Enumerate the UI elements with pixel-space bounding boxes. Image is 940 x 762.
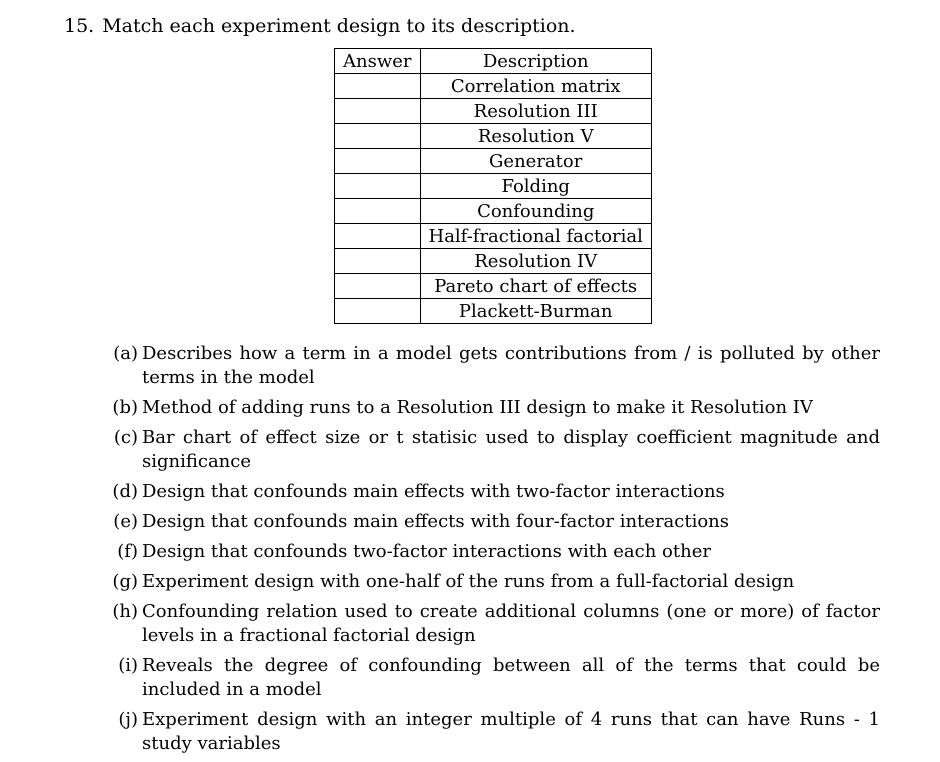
table-row bbox=[335, 124, 652, 149]
item-label: (j) bbox=[118, 709, 138, 730]
matching-table bbox=[334, 48, 652, 324]
description-cell: Resolution III bbox=[420, 99, 651, 124]
table-row bbox=[335, 199, 652, 224]
answer-cell[interactable] bbox=[335, 249, 421, 274]
item-label: (i) bbox=[118, 655, 138, 676]
question-prompt: Match each experiment design to its description. bbox=[102, 15, 576, 37]
question-heading bbox=[64, 14, 576, 38]
table-row bbox=[335, 299, 652, 324]
answer-cell[interactable] bbox=[335, 299, 421, 324]
description-column-header: Description bbox=[420, 49, 651, 74]
list-item bbox=[104, 480, 880, 504]
item-text: Experiment design with an integer multiple of 4 runs that can have Runs - 1 study variables bbox=[142, 709, 880, 754]
answer-column-header: Answer bbox=[335, 49, 421, 74]
item-text: Method of adding runs to a Resolution III design to make it Resolution IV bbox=[142, 397, 813, 418]
description-cell: Resolution IV bbox=[420, 249, 651, 274]
item-text: Experiment design with one-half of the runs from a full-factorial design bbox=[142, 571, 795, 592]
item-label: (e) bbox=[113, 511, 138, 532]
answer-cell[interactable] bbox=[335, 149, 421, 174]
table-row bbox=[335, 74, 652, 99]
list-item bbox=[104, 342, 880, 390]
table-row bbox=[335, 274, 652, 299]
question-number: 15. bbox=[64, 15, 95, 37]
item-label: (c) bbox=[113, 427, 138, 448]
item-label: (g) bbox=[112, 571, 138, 592]
list-item bbox=[104, 708, 880, 756]
item-label: (h) bbox=[112, 601, 138, 622]
answer-cell[interactable] bbox=[335, 74, 421, 99]
description-cell: Generator bbox=[420, 149, 651, 174]
description-cell: Pareto chart of effects bbox=[420, 274, 651, 299]
answer-cell[interactable] bbox=[335, 124, 421, 149]
description-cell: Correlation matrix bbox=[420, 74, 651, 99]
list-item bbox=[104, 570, 880, 594]
answer-cell[interactable] bbox=[335, 174, 421, 199]
item-label: (b) bbox=[112, 397, 138, 418]
description-cell: Half-fractional factorial bbox=[420, 224, 651, 249]
list-item bbox=[104, 426, 880, 474]
list-item bbox=[104, 540, 880, 564]
item-label: (d) bbox=[112, 481, 138, 502]
answer-cell[interactable] bbox=[335, 224, 421, 249]
answer-cell[interactable] bbox=[335, 199, 421, 224]
answer-cell[interactable] bbox=[335, 274, 421, 299]
table-row bbox=[335, 149, 652, 174]
table-header-row bbox=[335, 49, 652, 74]
item-text: Reveals the degree of confounding between all of the terms that could be included in a model bbox=[142, 655, 880, 700]
table-row bbox=[335, 174, 652, 199]
item-label: (a) bbox=[113, 343, 138, 364]
list-item bbox=[104, 510, 880, 534]
description-cell: Confounding bbox=[420, 199, 651, 224]
item-text: Describes how a term in a model gets contributions from / is polluted by other terms in the model bbox=[142, 343, 880, 388]
item-text: Design that confounds two-factor interactions with each other bbox=[142, 541, 711, 562]
item-text: Confounding relation used to create additional columns (one or more) of factor levels in a fractional factorial design bbox=[142, 601, 880, 646]
description-cell: Folding bbox=[420, 174, 651, 199]
description-list bbox=[104, 342, 880, 762]
description-cell: Resolution V bbox=[420, 124, 651, 149]
list-item bbox=[104, 600, 880, 648]
list-item bbox=[104, 396, 880, 420]
table-row bbox=[335, 99, 652, 124]
item-text: Design that confounds main effects with two-factor interactions bbox=[142, 481, 725, 502]
table-row bbox=[335, 224, 652, 249]
item-text: Design that confounds main effects with four-factor interactions bbox=[142, 511, 730, 532]
description-cell: Plackett-Burman bbox=[420, 299, 651, 324]
answer-cell[interactable] bbox=[335, 99, 421, 124]
table-row bbox=[335, 249, 652, 274]
item-text: Bar chart of effect size or t statisic used to display coefficient magnitude and significance bbox=[142, 427, 880, 472]
list-item bbox=[104, 654, 880, 702]
item-label: (f) bbox=[117, 541, 138, 562]
